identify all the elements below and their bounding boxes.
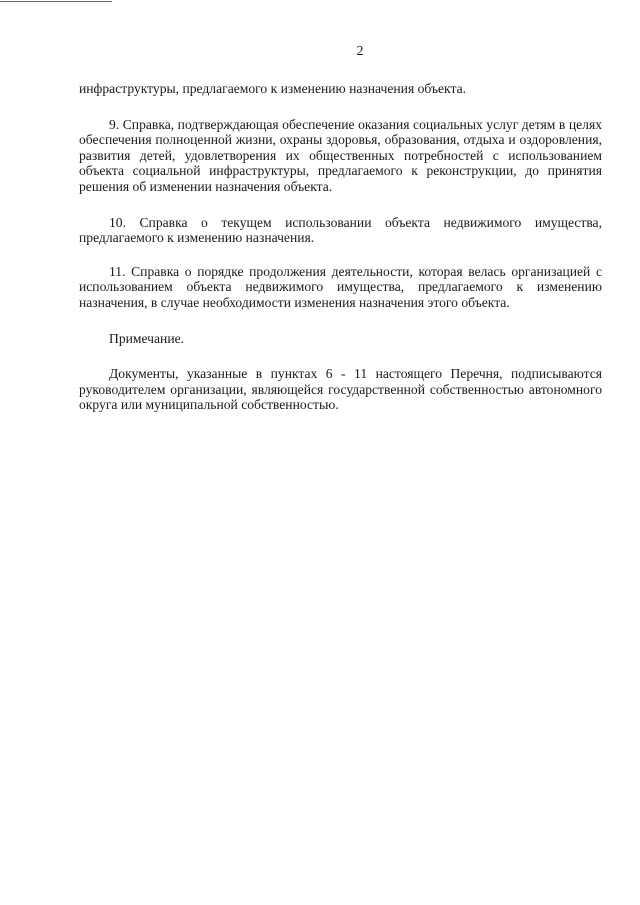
paragraph-continuation: инфраструктуры, предлагаемого к изменению назначения объекта. — [79, 81, 467, 96]
paragraph-item-10: 10. Справка о текущем использовании объекта недвижимого имущества, предлагаемого к изменению назначения. — [79, 214, 602, 246]
paragraph-item-11: 11. Справка о порядке продолжения деятельности, которая велась организацией с использованием объекта недвижимого имущества, предлагаемого к изменению назначения, в случае необходимости изменения назначения этого объекта. — [79, 263, 602, 310]
note-paragraph: Документы, указанные в пунктах 6 - 11 настоящего Перечня, подписываются руководителем организации, являющейся государственной собственностью автономного округа или муниципальной собственностью. — [79, 366, 602, 413]
scan-edge-line — [0, 1, 112, 2]
page-number: 2 — [356, 44, 364, 59]
document-body — [79, 81, 602, 413]
note-heading: Примечание. — [109, 330, 185, 346]
paragraph-item-9: 9. Справка, подтверждающая обеспечение оказания социальных услуг детям в целях обеспечения полноценной жизни, охраны здоровья, образования, отдыха и оздоровления, развития детей, удовлетворения их общественных потребностей с использованием объекта социальной инфраструктуры, предлагаемого к реконструкции, до принятия решения об изменении назначения объекта. — [79, 116, 602, 194]
